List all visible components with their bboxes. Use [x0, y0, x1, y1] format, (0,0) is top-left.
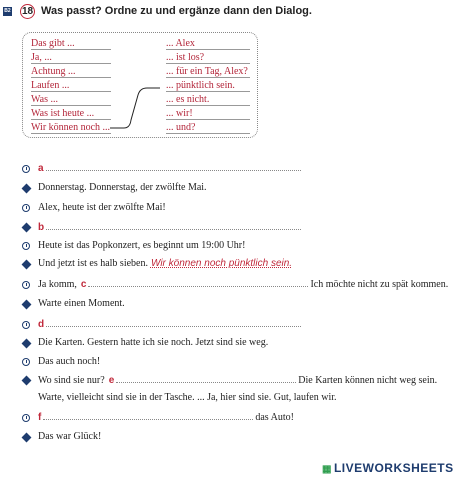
dialog-text [38, 258, 292, 270]
dialog-line [22, 337, 268, 349]
blank-letter: d [38, 319, 45, 330]
dialog-text [38, 298, 125, 310]
dialog-text [38, 356, 100, 368]
underline [31, 49, 111, 50]
diamond-icon [22, 183, 32, 193]
line-text: Heute ist das Popkonzert, es beginnt um 19:00 Uhr! [38, 240, 246, 251]
answer-blank[interactable] [46, 162, 301, 171]
handwritten-answer: Wir können noch pünktlich sein. [150, 258, 293, 269]
left-item[interactable]: Wir können noch ... [31, 122, 111, 133]
line-text: Donnerstag. Donnerstag, der zwölfte Mai. [38, 182, 207, 193]
dialog-line [22, 374, 437, 387]
dialog-text [38, 392, 337, 404]
underline [31, 105, 111, 106]
diamond-icon [22, 376, 32, 386]
diamond-icon [22, 259, 32, 269]
clock-icon [22, 204, 30, 212]
underline [166, 49, 250, 50]
after-text: Die Karten können nicht weg sein. [298, 375, 438, 386]
dialog-line [22, 411, 294, 424]
dialog-text [38, 431, 101, 443]
underline [31, 133, 111, 134]
underline [31, 63, 111, 64]
diamond-icon [22, 299, 32, 309]
answer-blank[interactable] [116, 374, 296, 383]
left-item[interactable]: Was ... [31, 94, 58, 105]
underline [166, 77, 250, 78]
answer-blank[interactable] [43, 411, 253, 420]
right-item[interactable]: ... und? [166, 122, 196, 133]
after-text: das Auto! [255, 412, 294, 423]
clock-icon [22, 414, 30, 422]
dialog-line [22, 392, 337, 404]
right-item[interactable]: ... ist los? [166, 52, 205, 63]
dialog-text [38, 411, 294, 424]
line-text: Warte, vielleicht sind sie in der Tasche. ... Ja, hier sind sie. Gut, laufen wir. [38, 392, 337, 403]
dialog-line [22, 202, 166, 214]
dialog-line [22, 182, 207, 194]
clock-icon [22, 358, 30, 366]
line-text: Ja komm, [38, 279, 77, 290]
line-text: Und jetzt ist es halb sieben. [38, 258, 148, 269]
dialog-line [22, 356, 100, 368]
dialog-text [38, 318, 301, 331]
right-item[interactable]: ... es nicht. [166, 94, 210, 105]
line-text: Das war Glück! [38, 431, 102, 442]
blank-letter: c [80, 279, 87, 290]
clock-icon [22, 321, 30, 329]
blank-letter: f [38, 412, 42, 423]
answer-blank[interactable] [46, 318, 301, 327]
diamond-icon [22, 432, 32, 442]
dialog-text [38, 221, 301, 234]
right-item[interactable]: ... pünktlich sein. [166, 80, 235, 91]
blank-letter: e [108, 375, 115, 386]
underline [31, 91, 111, 92]
dialog-line [22, 162, 301, 175]
dialog-text [38, 374, 437, 387]
line-text: Das auch noch! [38, 356, 101, 367]
line-text: Alex, heute ist der zwölfte Mai! [38, 202, 166, 213]
clock-icon [22, 242, 30, 250]
left-item[interactable]: Ja, ... [31, 52, 52, 63]
exercise-title: Was passt? Ordne zu und ergänze dann den Dialog. [41, 5, 312, 17]
clock-icon [22, 281, 30, 289]
after-text: Ich möchte nicht zu spät kommen. [310, 279, 449, 290]
dialog-line [22, 258, 292, 270]
dialog-line [22, 318, 301, 331]
dialog-line [22, 240, 245, 252]
dialog-text [38, 278, 448, 291]
right-item[interactable]: ... Alex [166, 38, 195, 49]
underline [166, 119, 250, 120]
right-item[interactable]: ... wir! [166, 108, 193, 119]
exercise-number: 18 [21, 5, 34, 17]
liveworksheets-logo: ▦ LIVEWORKSHEETS [322, 461, 454, 475]
clock-icon [22, 165, 30, 173]
left-item[interactable]: Achtung ... [31, 66, 76, 77]
blank-letter: a [38, 163, 44, 174]
line-text: Warte einen Moment. [38, 298, 125, 309]
left-item[interactable]: Was ist heute ... [31, 108, 95, 119]
answer-blank[interactable] [46, 221, 301, 230]
diamond-icon [22, 223, 32, 233]
dialog-line [22, 221, 301, 234]
dialog-line [22, 431, 101, 443]
dialog-text [38, 337, 268, 349]
diamond-icon [22, 338, 32, 348]
left-item[interactable]: Das gibt ... [31, 38, 75, 49]
dialog-line [22, 298, 125, 310]
blank-letter: b [38, 222, 45, 233]
answer-blank[interactable] [88, 278, 308, 287]
dialog-text [38, 202, 166, 214]
dialog-line [22, 278, 448, 291]
underline [166, 63, 250, 64]
underline [166, 91, 250, 92]
underline [31, 119, 111, 120]
underline [166, 105, 250, 106]
line-text: Die Karten. Gestern hatte ich sie noch. Jetzt sind sie weg. [38, 337, 269, 348]
underline [31, 77, 111, 78]
left-item[interactable]: Laufen ... [31, 80, 70, 91]
dialog-text [38, 182, 207, 194]
dialog-text [38, 162, 301, 175]
underline [166, 133, 250, 134]
line-text: Wo sind sie nur? [38, 375, 105, 386]
right-item[interactable]: ... für ein Tag, Alex? [166, 66, 248, 77]
dialog-text [38, 240, 245, 252]
level-badge: B2 [4, 8, 11, 14]
